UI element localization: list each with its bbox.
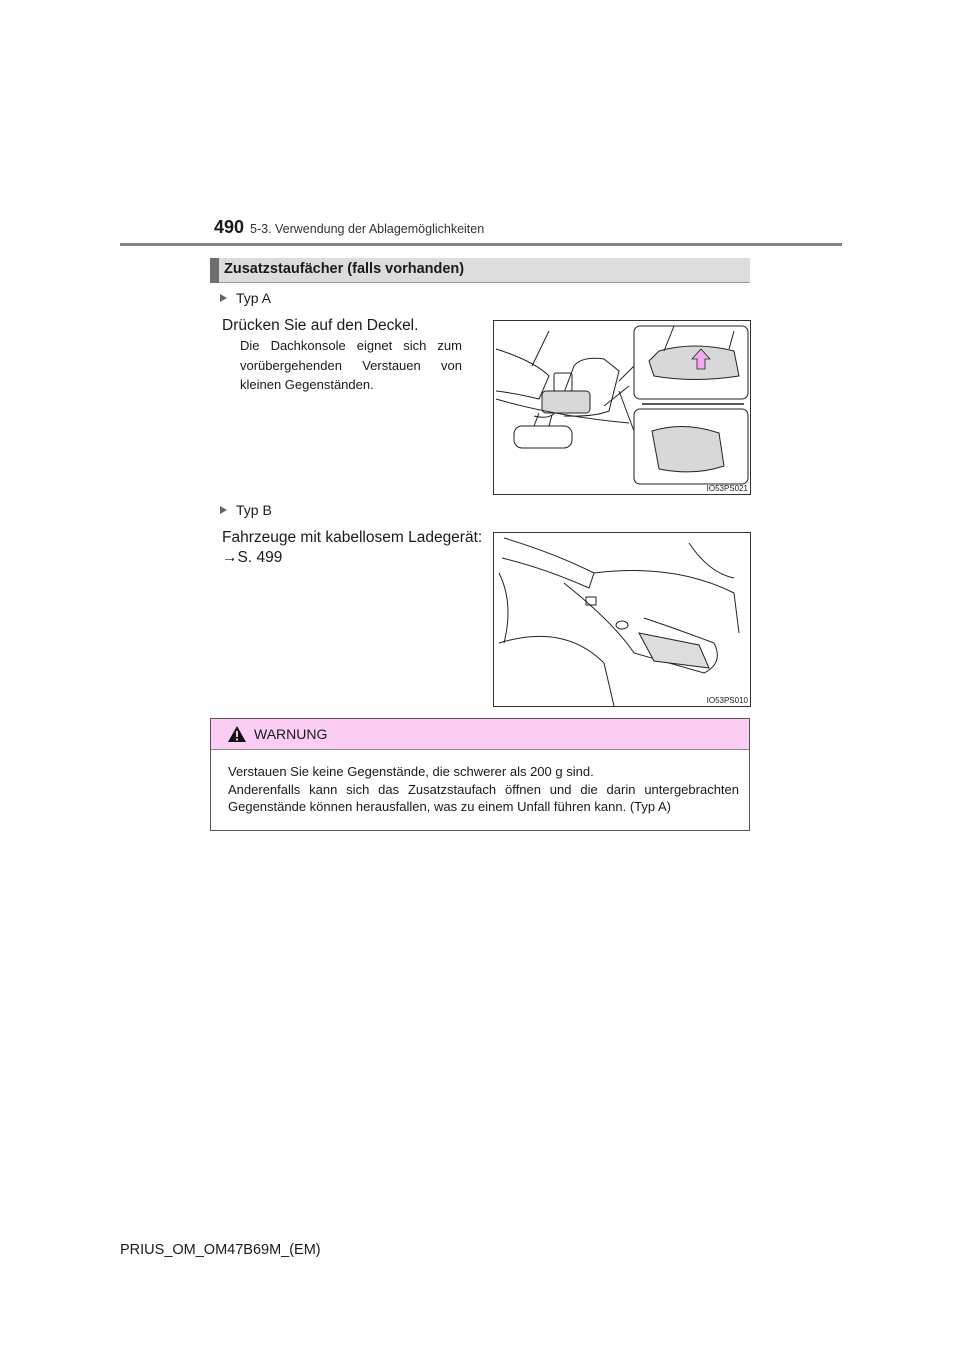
warning-triangle-icon <box>228 726 246 742</box>
typ-a-instruction: Drücken Sie auf den Deckel. <box>222 317 419 334</box>
typ-a-note: Die Dachkonsole eignet sich zum vorübergehenden Verstauen von kleinen Gegenständen. <box>240 338 462 392</box>
typ-b-heading <box>220 502 272 518</box>
warning-box <box>210 718 750 831</box>
figure-id: IO53PS010 <box>706 696 748 705</box>
warning-body <box>211 750 749 816</box>
warning-header <box>211 719 749 750</box>
warning-line-1: Verstauen Sie keine Gegenstände, die schwerer als 200 g sind. <box>228 764 594 779</box>
typ-a-heading <box>220 290 271 306</box>
warning-title: WARNUNG <box>254 726 328 742</box>
bullet-triangle-icon <box>220 294 227 302</box>
typ-b-label: Typ B <box>236 502 272 518</box>
center-console-illustration <box>494 533 750 706</box>
figure-center-console <box>493 532 751 707</box>
section-marker <box>210 258 219 283</box>
chapter-title: 5-3. Verwendung der Ablagemöglichkeiten <box>250 222 485 236</box>
page-reference-link[interactable]: →S. 499 <box>222 549 283 566</box>
header-rule <box>120 243 842 246</box>
typ-b-instruction: Fahrzeuge mit kabellosem Ladegerät: <box>222 529 483 546</box>
figure-id: IO53PS021 <box>706 484 748 493</box>
bullet-triangle-icon <box>220 506 227 514</box>
document-id: PRIUS_OM_OM47B69M_(EM) <box>120 1242 321 1258</box>
section-heading <box>210 258 750 283</box>
section-title: Zusatzstaufächer (falls vorhanden) <box>224 261 465 277</box>
roof-console-illustration <box>494 321 750 494</box>
warning-line-2: Anderenfalls kann sich das Zusatzstaufach öffnen und die darin untergebrachten Gegenstände können herausfallen, was zu einem Unfall führen kann. (Typ A) <box>228 781 739 814</box>
typ-a-label: Typ A <box>236 290 272 306</box>
figure-roof-console <box>493 320 751 495</box>
page-number: 490 <box>214 217 245 237</box>
